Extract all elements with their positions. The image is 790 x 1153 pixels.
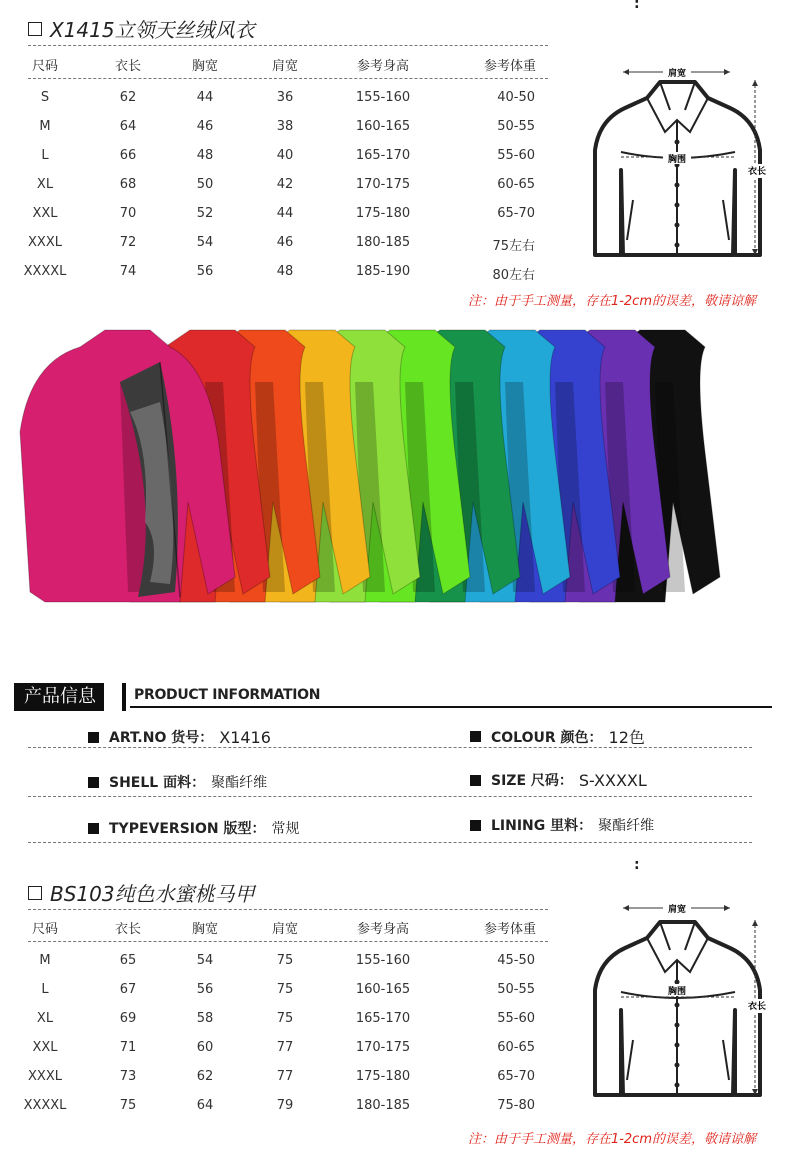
divider [28, 78, 548, 79]
table-cell: 50-55 [497, 119, 535, 134]
mid-colon: : [634, 857, 640, 873]
table-cell: 60-65 [497, 1040, 535, 1055]
table-cell: 62 [119, 90, 137, 105]
table-cell: 70 [119, 206, 137, 221]
table-header-cell: 肩宽 [271, 59, 299, 74]
colour-key: COLOUR 颜色： [491, 729, 603, 746]
table-header-cell: 参考身高 [356, 59, 410, 74]
table-cell: XL [36, 1011, 54, 1026]
table-cell: 74 [119, 264, 137, 279]
table-header-cell: 衣长 [114, 922, 142, 937]
colour-item [470, 725, 645, 748]
table-cell: XXXL [28, 1069, 62, 1084]
table-cell: 46 [276, 235, 294, 250]
divider [28, 842, 752, 843]
shell-item [88, 772, 267, 792]
table-cell: XXL [32, 206, 58, 221]
table-cell: 36 [276, 90, 294, 105]
table-cell: 155-160 [355, 953, 411, 968]
table-cell: 75 [276, 982, 294, 997]
size-value: S-XXXXL [578, 770, 647, 790]
length-label: 衣长 [747, 1002, 767, 1012]
table-cell: 77 [276, 1040, 294, 1055]
product-info-bar [122, 683, 126, 711]
top-colon: : [634, 0, 640, 12]
shell-value: 聚酯纤维 [211, 775, 268, 791]
table-cell: 44 [276, 206, 294, 221]
table-header-cell: 胸宽 [191, 922, 219, 937]
table-cell: XXL [32, 1040, 58, 1055]
table-cell: 48 [196, 148, 214, 163]
table-cell: 67 [119, 982, 137, 997]
table-cell: 180-185 [355, 1098, 411, 1113]
table-cell: 175-180 [355, 1069, 411, 1084]
table-cell: 68 [119, 177, 137, 192]
table-cell: 75 [276, 953, 294, 968]
product-info-underline [130, 706, 772, 708]
chest-label: 胸围 [667, 155, 687, 165]
table-cell: 75-80 [497, 1098, 535, 1113]
table-cell: 66 [119, 148, 137, 163]
table-cell: 170-175 [355, 1040, 411, 1055]
table-cell: 58 [196, 1011, 214, 1026]
table-cell: 55-60 [497, 1011, 535, 1026]
divider [28, 45, 548, 46]
table-cell: 180-185 [355, 235, 411, 250]
table-cell: 62 [196, 1069, 214, 1084]
jacket-size-diagram-2 [575, 900, 780, 1105]
table-cell: 42 [276, 177, 294, 192]
shoulder-label: 肩宽 [667, 69, 687, 79]
measurement-note-2: 注：由于手工测量，存在1-2cm的误差，敬请谅解 [467, 1132, 756, 1147]
table-cell: 160-165 [355, 982, 411, 997]
art-no-item [88, 727, 271, 747]
lining-value: 聚酯纤维 [598, 818, 655, 834]
table-cell: 56 [196, 264, 214, 279]
table-header-cell: 衣长 [114, 59, 142, 74]
table-cell: 79 [276, 1098, 294, 1113]
size-key: SIZE 尺码： [491, 773, 573, 789]
shell-key: SHELL 面料： [109, 775, 206, 791]
table-cell: 56 [196, 982, 214, 997]
table-cell: M [39, 953, 51, 968]
table-cell: 170-175 [355, 177, 411, 192]
table-cell: 64 [196, 1098, 214, 1113]
table-cell: 60-65 [497, 177, 535, 192]
table-cell: 50-55 [497, 982, 535, 997]
type-value: 常规 [271, 821, 300, 837]
divider [28, 796, 752, 797]
section2-title-text: BS103纯色水蜜桃马甲 [50, 882, 255, 906]
table-cell: 80左右 [492, 268, 535, 283]
art-no-value: X1416 [219, 727, 271, 747]
table-cell: 45-50 [497, 953, 535, 968]
table-cell: 46 [196, 119, 214, 134]
table-cell: 40-50 [497, 90, 535, 105]
table-header-cell: 肩宽 [271, 922, 299, 937]
table-cell: 64 [119, 119, 137, 134]
size-item [470, 770, 647, 790]
bullet-icon [470, 775, 481, 786]
table-cell: 65-70 [497, 206, 535, 221]
bullet-icon [470, 731, 481, 742]
table-cell: L [41, 148, 49, 163]
jacket-size-diagram [575, 60, 780, 265]
table-header-cell: 参考体重 [483, 922, 537, 937]
table-cell: 71 [119, 1040, 137, 1055]
table-header-cell: 尺码 [31, 59, 59, 74]
table-cell: 54 [196, 235, 214, 250]
shoulder-label: 肩宽 [667, 905, 687, 915]
divider [28, 909, 548, 910]
table-cell: 48 [276, 264, 294, 279]
table-cell: 160-165 [355, 119, 411, 134]
table-cell: 40 [276, 148, 294, 163]
product-info-title: PRODUCT INFORMATION [134, 687, 321, 703]
lining-key: LINING 里料： [491, 818, 593, 834]
checkbox-square-icon [28, 22, 42, 36]
bullet-icon [88, 732, 99, 743]
table-cell: 75 [276, 1011, 294, 1026]
table-cell: 38 [276, 119, 294, 134]
table-cell: L [41, 982, 49, 997]
table-cell: 65 [119, 953, 137, 968]
colour-value: 12色 [608, 728, 645, 747]
table-cell: 185-190 [355, 264, 411, 279]
table-cell: XXXXL [23, 1098, 67, 1113]
bullet-icon [88, 823, 99, 834]
table-header-cell: 胸宽 [191, 59, 219, 74]
table-cell: XXXL [28, 235, 62, 250]
table-cell: 77 [276, 1069, 294, 1084]
divider [28, 941, 548, 942]
type-item [88, 818, 299, 838]
table-cell: 165-170 [355, 148, 411, 163]
table-cell: 75左右 [492, 239, 535, 254]
chest-label: 胸围 [667, 987, 687, 997]
measurement-note: 注：由于手工测量，存在1-2cm的误差，敬请谅解 [467, 294, 756, 309]
checkbox-square-icon [28, 886, 42, 900]
bullet-icon [88, 777, 99, 788]
table-cell: 54 [196, 953, 214, 968]
table-cell: 44 [196, 90, 214, 105]
bullet-icon [470, 820, 481, 831]
table-cell: 50 [196, 177, 214, 192]
table-cell: 60 [196, 1040, 214, 1055]
jacket-colors-photo [10, 322, 780, 607]
table-cell: 175-180 [355, 206, 411, 221]
table-cell: 55-60 [497, 148, 535, 163]
table-cell: 72 [119, 235, 137, 250]
table-cell: M [39, 119, 51, 134]
table-cell: XXXXL [23, 264, 67, 279]
art-no-key: ART.NO 货号： [109, 730, 214, 746]
divider [28, 747, 752, 748]
table-header-cell: 尺码 [31, 922, 59, 937]
lining-item [470, 815, 654, 835]
table-cell: 73 [119, 1069, 137, 1084]
table-header-cell: 参考身高 [356, 922, 410, 937]
length-label: 衣长 [747, 167, 767, 177]
section1-title [28, 14, 255, 43]
table-cell: 69 [119, 1011, 137, 1026]
type-key: TYPEVERSION 版型： [109, 821, 266, 837]
table-cell: XL [36, 177, 54, 192]
section1-title-text: X1415立领天丝绒风衣 [50, 18, 255, 42]
table-header-cell: 参考体重 [483, 59, 537, 74]
table-cell: 65-70 [497, 1069, 535, 1084]
product-info-tag: 产品信息 [14, 683, 104, 711]
table-cell: 52 [196, 206, 214, 221]
table-cell: 155-160 [355, 90, 411, 105]
table-cell: 165-170 [355, 1011, 411, 1026]
table-cell: 75 [119, 1098, 137, 1113]
table-cell: S [40, 90, 50, 105]
section2-title [28, 878, 255, 907]
